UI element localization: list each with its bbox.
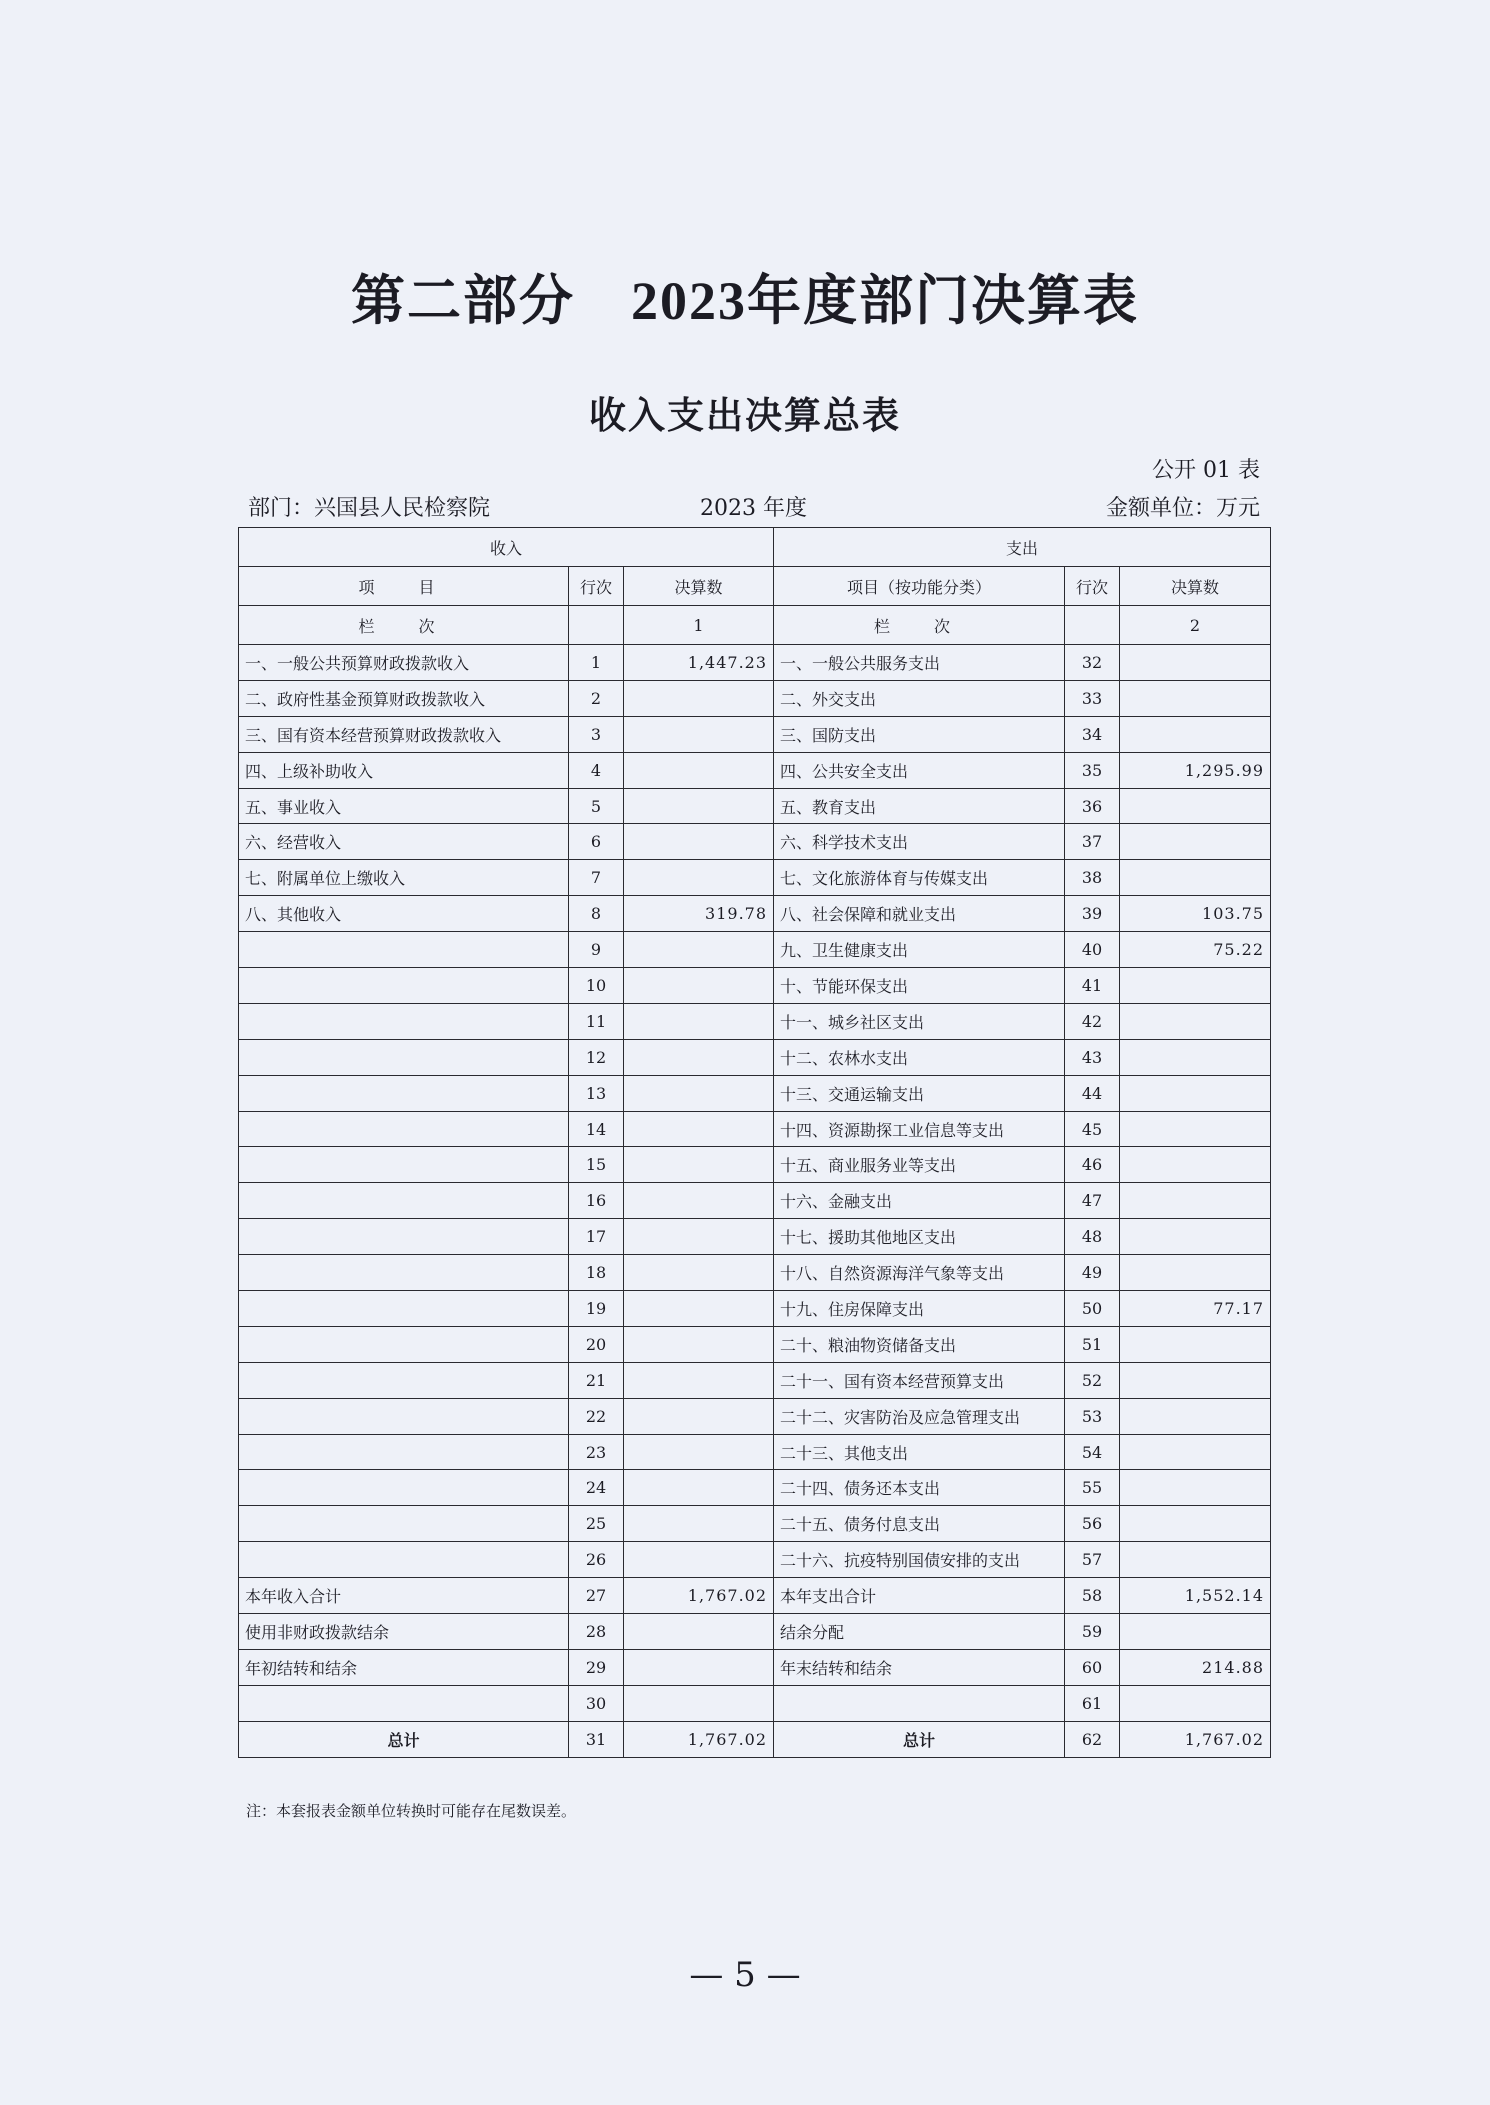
table-row xyxy=(239,824,1271,860)
table-row xyxy=(239,932,1271,968)
expense-amount xyxy=(1120,1542,1271,1578)
expense-amount xyxy=(1120,824,1271,860)
expense-row-no: 61 xyxy=(1065,1685,1120,1721)
income-section-header: 收入 xyxy=(239,528,774,567)
table-row xyxy=(239,1291,1271,1327)
table-row xyxy=(239,716,1271,752)
income-row-no: 26 xyxy=(569,1542,624,1578)
income-amount xyxy=(624,1219,774,1255)
income-item xyxy=(239,1506,569,1542)
expense-row-no: 48 xyxy=(1065,1219,1120,1255)
page-number: — 5 — xyxy=(689,1955,801,1995)
expense-item: 二十、粮油物资储备支出 xyxy=(774,1326,1065,1362)
income-amount xyxy=(624,1434,774,1470)
expense-amount xyxy=(1120,968,1271,1004)
income-row-no: 16 xyxy=(569,1183,624,1219)
income-row-no: 4 xyxy=(569,752,624,788)
income-amount xyxy=(624,1398,774,1434)
expense-item: 十九、住房保障支出 xyxy=(774,1291,1065,1327)
expense-amount xyxy=(1120,1255,1271,1291)
table-row xyxy=(239,1183,1271,1219)
income-item xyxy=(239,1219,569,1255)
expense-item: 二十一、国有资本经营预算支出 xyxy=(774,1362,1065,1398)
column-header-row xyxy=(239,567,1271,606)
income-row-no: 9 xyxy=(569,932,624,968)
expense-amount xyxy=(1120,716,1271,752)
income-amount xyxy=(624,1183,774,1219)
income-item xyxy=(239,1039,569,1075)
income-row-no: 11 xyxy=(569,1003,624,1039)
income-row-no: 28 xyxy=(569,1614,624,1650)
income-summary-item: 使用非财政拨款结余 xyxy=(239,1614,569,1650)
table-subtitle: 收入支出决算总表 xyxy=(589,394,901,437)
expense-amount xyxy=(1120,1183,1271,1219)
income-item: 二、政府性基金预算财政拨款收入 xyxy=(239,680,569,716)
expense-item: 三、国防支出 xyxy=(774,716,1065,752)
income-column-label: 栏 次 xyxy=(239,606,569,645)
income-amount: 319.78 xyxy=(624,896,774,932)
expense-item: 十、节能环保支出 xyxy=(774,968,1065,1004)
expense-item: 二十三、其他支出 xyxy=(774,1434,1065,1470)
income-item xyxy=(239,1326,569,1362)
expense-summary-item: 本年支出合计 xyxy=(774,1578,1065,1614)
expense-amount xyxy=(1120,1039,1271,1075)
expense-row-no: 39 xyxy=(1065,896,1120,932)
income-item xyxy=(239,1255,569,1291)
income-amount xyxy=(624,1039,774,1075)
income-row-no: 3 xyxy=(569,716,624,752)
expense-amount xyxy=(1120,1111,1271,1147)
income-amount xyxy=(624,1614,774,1650)
expense-item: 十四、资源勘探工业信息等支出 xyxy=(774,1111,1065,1147)
expense-item: 九、卫生健康支出 xyxy=(774,932,1065,968)
expense-summary-item: 结余分配 xyxy=(774,1614,1065,1650)
income-item xyxy=(239,1147,569,1183)
expense-amount xyxy=(1120,1326,1271,1362)
expense-item: 十二、农林水支出 xyxy=(774,1039,1065,1075)
income-column-number: 1 xyxy=(624,606,774,645)
income-column-blank xyxy=(569,606,624,645)
summary-row xyxy=(239,1614,1271,1650)
income-row-no: 23 xyxy=(569,1434,624,1470)
page-title xyxy=(0,258,1490,335)
table-row xyxy=(239,1219,1271,1255)
expense-item: 一、一般公共服务支出 xyxy=(774,645,1065,681)
expense-amount xyxy=(1120,680,1271,716)
income-row-no: 21 xyxy=(569,1362,624,1398)
expense-row-no: 46 xyxy=(1065,1147,1120,1183)
table-row xyxy=(239,680,1271,716)
income-item: 一、一般公共预算财政拨款收入 xyxy=(239,645,569,681)
income-item: 四、上级补助收入 xyxy=(239,752,569,788)
income-item xyxy=(239,1362,569,1398)
expense-amount xyxy=(1120,860,1271,896)
expense-amount xyxy=(1120,1398,1271,1434)
meta-row xyxy=(248,491,1260,521)
expense-row-no-header: 行次 xyxy=(1065,567,1120,606)
footnote: 注：本套报表金额单位转换时可能存在尾数误差。 xyxy=(246,1802,577,1820)
expense-summary-item: 总计 xyxy=(774,1721,1065,1757)
income-amount xyxy=(624,1470,774,1506)
expense-row-no: 35 xyxy=(1065,752,1120,788)
table-row xyxy=(239,1111,1271,1147)
expense-item: 十三、交通运输支出 xyxy=(774,1075,1065,1111)
table-row xyxy=(239,1147,1271,1183)
expense-row-no: 38 xyxy=(1065,860,1120,896)
expense-summary-item xyxy=(774,1685,1065,1721)
expense-row-no: 43 xyxy=(1065,1039,1120,1075)
income-item xyxy=(239,932,569,968)
income-amount xyxy=(624,1003,774,1039)
expense-amount: 77.17 xyxy=(1120,1291,1271,1327)
income-row-no: 17 xyxy=(569,1219,624,1255)
year-label: 2023 年度 xyxy=(700,496,807,521)
expense-item: 二十五、债务付息支出 xyxy=(774,1506,1065,1542)
income-item xyxy=(239,1542,569,1578)
expense-amount xyxy=(1120,1362,1271,1398)
income-amount xyxy=(624,1255,774,1291)
income-item-header: 项 目 xyxy=(239,567,569,606)
income-row-no: 18 xyxy=(569,1255,624,1291)
table-row xyxy=(239,1075,1271,1111)
unit-label: 金额单位：万元 xyxy=(1105,496,1260,521)
table-id: 公开 01 表 xyxy=(1152,458,1260,483)
income-row-no: 7 xyxy=(569,860,624,896)
income-row-no: 1 xyxy=(569,645,624,681)
expense-row-no: 52 xyxy=(1065,1362,1120,1398)
income-row-no: 15 xyxy=(569,1147,624,1183)
income-item xyxy=(239,1470,569,1506)
expense-item: 五、教育支出 xyxy=(774,788,1065,824)
income-expense-table xyxy=(238,527,1271,1758)
income-amount xyxy=(624,860,774,896)
income-amount xyxy=(624,968,774,1004)
expense-row-no: 33 xyxy=(1065,680,1120,716)
expense-item: 十五、商业服务业等支出 xyxy=(774,1147,1065,1183)
income-amount xyxy=(624,788,774,824)
income-item xyxy=(239,968,569,1004)
income-row-no: 13 xyxy=(569,1075,624,1111)
table-row xyxy=(239,1039,1271,1075)
expense-item: 七、文化旅游体育与传媒支出 xyxy=(774,860,1065,896)
table-row xyxy=(239,752,1271,788)
income-amount xyxy=(624,1111,774,1147)
expense-row-no: 62 xyxy=(1065,1721,1120,1757)
column-label-row xyxy=(239,606,1271,645)
expense-item: 二十四、债务还本支出 xyxy=(774,1470,1065,1506)
table-body xyxy=(239,528,1271,1758)
expense-item: 十一、城乡社区支出 xyxy=(774,1003,1065,1039)
expense-amount: 1,295.99 xyxy=(1120,752,1271,788)
expense-row-no: 56 xyxy=(1065,1506,1120,1542)
income-item: 七、附属单位上缴收入 xyxy=(239,860,569,896)
expense-item: 二十二、灾害防治及应急管理支出 xyxy=(774,1398,1065,1434)
expense-row-no: 40 xyxy=(1065,932,1120,968)
income-row-no: 30 xyxy=(569,1685,624,1721)
income-summary-item: 总计 xyxy=(239,1721,569,1757)
income-item xyxy=(239,1183,569,1219)
income-amount-header: 决算数 xyxy=(624,567,774,606)
expense-row-no: 51 xyxy=(1065,1326,1120,1362)
expense-amount: 214.88 xyxy=(1120,1649,1271,1685)
expense-row-no: 50 xyxy=(1065,1291,1120,1327)
income-amount xyxy=(624,1649,774,1685)
expense-item: 十七、援助其他地区支出 xyxy=(774,1219,1065,1255)
expense-amount xyxy=(1120,645,1271,681)
expense-item: 十八、自然资源海洋气象等支出 xyxy=(774,1255,1065,1291)
income-amount: 1,447.23 xyxy=(624,645,774,681)
expense-amount: 103.75 xyxy=(1120,896,1271,932)
expense-row-no: 54 xyxy=(1065,1434,1120,1470)
expense-item-header: 项目（按功能分类） xyxy=(774,567,1065,606)
expense-item: 八、社会保障和就业支出 xyxy=(774,896,1065,932)
total-row xyxy=(239,1721,1271,1757)
expense-row-no: 34 xyxy=(1065,716,1120,752)
income-row-no: 8 xyxy=(569,896,624,932)
income-item xyxy=(239,1291,569,1327)
income-summary-item: 年初结转和结余 xyxy=(239,1649,569,1685)
title-suffix: 年度部门决算表 xyxy=(747,268,1139,332)
table-row xyxy=(239,1398,1271,1434)
expense-item: 六、科学技术支出 xyxy=(774,824,1065,860)
expense-amount-header: 决算数 xyxy=(1120,567,1271,606)
expense-row-no: 57 xyxy=(1065,1542,1120,1578)
expense-row-no: 59 xyxy=(1065,1614,1120,1650)
title-year: 2023 xyxy=(631,271,747,331)
expense-row-no: 45 xyxy=(1065,1111,1120,1147)
income-item: 五、事业收入 xyxy=(239,788,569,824)
income-row-no: 12 xyxy=(569,1039,624,1075)
expense-row-no: 49 xyxy=(1065,1255,1120,1291)
department-label: 部门：兴国县人民检察院 xyxy=(248,496,491,521)
income-amount xyxy=(624,1075,774,1111)
income-row-no: 10 xyxy=(569,968,624,1004)
income-row-no: 5 xyxy=(569,788,624,824)
income-amount xyxy=(624,716,774,752)
income-amount xyxy=(624,1326,774,1362)
income-amount xyxy=(624,1685,774,1721)
expense-row-no: 60 xyxy=(1065,1649,1120,1685)
income-item xyxy=(239,1111,569,1147)
income-row-no: 27 xyxy=(569,1578,624,1614)
income-amount xyxy=(624,932,774,968)
income-row-no: 6 xyxy=(569,824,624,860)
income-amount xyxy=(624,1147,774,1183)
title-prefix: 第二部分 xyxy=(351,268,575,332)
income-item xyxy=(239,1398,569,1434)
table-row xyxy=(239,645,1271,681)
income-row-no: 29 xyxy=(569,1649,624,1685)
income-row-no: 25 xyxy=(569,1506,624,1542)
income-amount xyxy=(624,680,774,716)
income-row-no-header: 行次 xyxy=(569,567,624,606)
expense-amount: 75.22 xyxy=(1120,932,1271,968)
income-amount xyxy=(624,1542,774,1578)
expense-row-no: 58 xyxy=(1065,1578,1120,1614)
expense-amount xyxy=(1120,1614,1271,1650)
expense-item: 二十六、抗疫特别国债安排的支出 xyxy=(774,1542,1065,1578)
expense-row-no: 47 xyxy=(1065,1183,1120,1219)
table-row xyxy=(239,860,1271,896)
income-amount xyxy=(624,752,774,788)
income-amount: 1,767.02 xyxy=(624,1578,774,1614)
income-item: 六、经营收入 xyxy=(239,824,569,860)
section-header-row xyxy=(239,528,1271,567)
income-summary-item: 本年收入合计 xyxy=(239,1578,569,1614)
income-amount xyxy=(624,1291,774,1327)
expense-column-blank xyxy=(1065,606,1120,645)
table-row xyxy=(239,1326,1271,1362)
expense-item: 十六、金融支出 xyxy=(774,1183,1065,1219)
income-row-no: 22 xyxy=(569,1398,624,1434)
expense-amount xyxy=(1120,1147,1271,1183)
income-row-no: 14 xyxy=(569,1111,624,1147)
expense-item: 四、公共安全支出 xyxy=(774,752,1065,788)
expense-row-no: 37 xyxy=(1065,824,1120,860)
income-row-no: 24 xyxy=(569,1470,624,1506)
expense-row-no: 41 xyxy=(1065,968,1120,1004)
table-row xyxy=(239,788,1271,824)
expense-column-label: 栏 次 xyxy=(774,606,1065,645)
table-row xyxy=(239,1255,1271,1291)
income-item xyxy=(239,1434,569,1470)
table-row xyxy=(239,1542,1271,1578)
expense-row-no: 36 xyxy=(1065,788,1120,824)
expense-amount xyxy=(1120,1470,1271,1506)
expense-amount xyxy=(1120,1685,1271,1721)
income-amount xyxy=(624,824,774,860)
expense-row-no: 55 xyxy=(1065,1470,1120,1506)
income-amount: 1,767.02 xyxy=(624,1721,774,1757)
table-row xyxy=(239,1362,1271,1398)
expense-amount: 1,767.02 xyxy=(1120,1721,1271,1757)
income-row-no: 2 xyxy=(569,680,624,716)
expense-amount xyxy=(1120,1003,1271,1039)
table-row xyxy=(239,1434,1271,1470)
table-row xyxy=(239,896,1271,932)
income-amount xyxy=(624,1362,774,1398)
expense-row-no: 32 xyxy=(1065,645,1120,681)
income-item xyxy=(239,1003,569,1039)
expense-row-no: 44 xyxy=(1065,1075,1120,1111)
expense-amount xyxy=(1120,1434,1271,1470)
income-summary-item xyxy=(239,1685,569,1721)
expense-section-header: 支出 xyxy=(774,528,1271,567)
expense-amount xyxy=(1120,788,1271,824)
income-row-no: 19 xyxy=(569,1291,624,1327)
expense-row-no: 42 xyxy=(1065,1003,1120,1039)
expense-amount: 1,552.14 xyxy=(1120,1578,1271,1614)
expense-item: 二、外交支出 xyxy=(774,680,1065,716)
table-row xyxy=(239,1506,1271,1542)
expense-amount xyxy=(1120,1219,1271,1255)
expense-summary-item: 年末结转和结余 xyxy=(774,1649,1065,1685)
income-item xyxy=(239,1075,569,1111)
expense-amount xyxy=(1120,1506,1271,1542)
table-row xyxy=(239,1003,1271,1039)
income-item: 三、国有资本经营预算财政拨款收入 xyxy=(239,716,569,752)
expense-row-no: 53 xyxy=(1065,1398,1120,1434)
summary-row xyxy=(239,1685,1271,1721)
summary-row xyxy=(239,1649,1271,1685)
expense-amount xyxy=(1120,1075,1271,1111)
income-row-no: 20 xyxy=(569,1326,624,1362)
income-row-no: 31 xyxy=(569,1721,624,1757)
summary-row xyxy=(239,1578,1271,1614)
income-amount xyxy=(624,1506,774,1542)
table-row xyxy=(239,968,1271,1004)
income-item: 八、其他收入 xyxy=(239,896,569,932)
expense-column-number: 2 xyxy=(1120,606,1271,645)
table-row xyxy=(239,1470,1271,1506)
